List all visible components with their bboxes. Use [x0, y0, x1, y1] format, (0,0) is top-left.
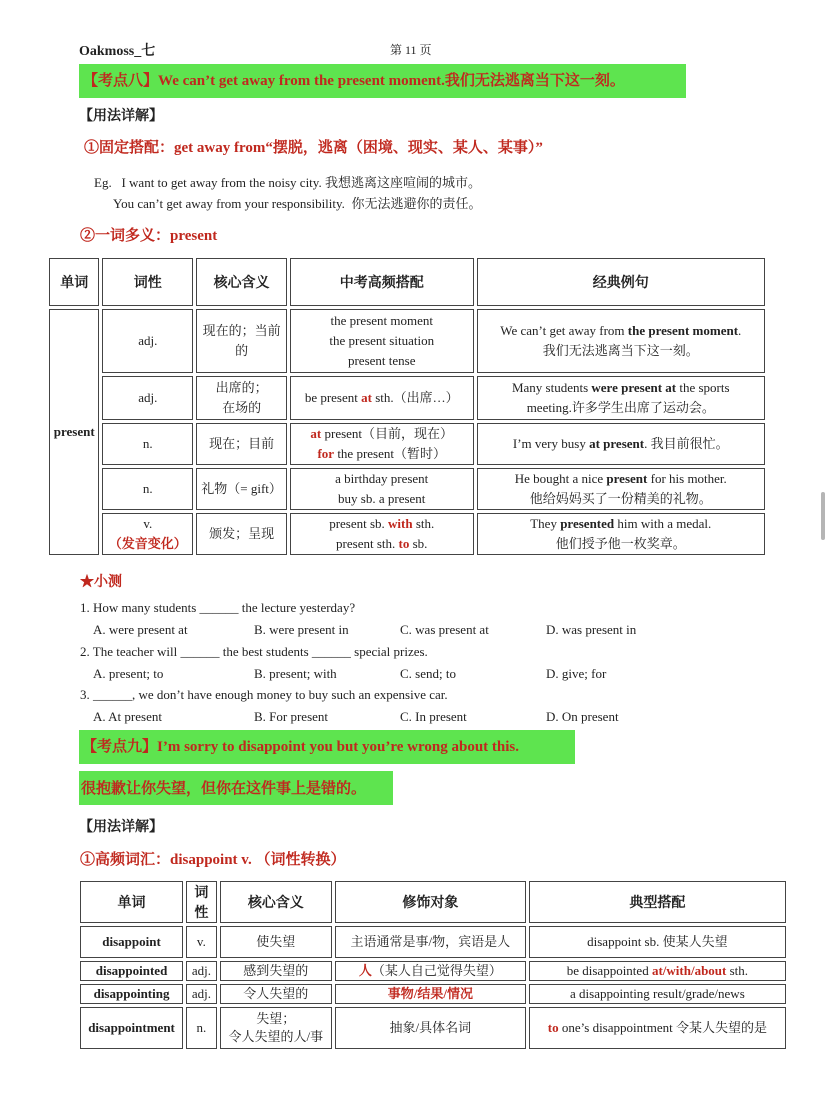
- table-row: [80, 926, 786, 958]
- quiz-question-3: 3. ______, we don’t have enough money to buy such an expensive car.: [80, 687, 448, 702]
- table-row: [49, 513, 765, 555]
- point8-banner: [79, 64, 686, 98]
- point9-banner: [79, 730, 575, 764]
- pos-cell: [102, 513, 193, 555]
- pos-cell: n.: [102, 468, 193, 510]
- point8-sentence: We can’t get away from the present moment.: [158, 73, 445, 89]
- example-en: [481, 378, 761, 398]
- example-en: [481, 321, 761, 341]
- collocation-line: [294, 514, 470, 534]
- meaning-cell: 礼物（= gift）: [196, 468, 287, 510]
- example-cell: [477, 468, 765, 510]
- example-cell: [477, 423, 765, 465]
- collocation-text: one’s disappointment 令某人失望的是: [558, 1020, 767, 1035]
- point8-item1-prefix: ①固定搭配：get away from: [84, 140, 266, 156]
- quiz-title: ★小测: [80, 575, 122, 590]
- example-1: [94, 172, 481, 191]
- example-text: the sports: [676, 380, 730, 395]
- quiz-option: C. send; to: [400, 666, 456, 681]
- eg-label: Eg.: [94, 175, 112, 190]
- meaning-cell: 令人失望的: [220, 984, 332, 1004]
- example-line2: meeting.许多学生出席了运动会。: [526, 400, 715, 415]
- word-cell: disappointing: [80, 984, 183, 1004]
- collocation-cell: [290, 376, 474, 420]
- point9-translation: 很抱歉让你失望，但你在这件事上是错的。: [81, 781, 367, 797]
- collocation-preposition: for: [317, 446, 335, 461]
- collocation-text: sth.: [412, 516, 435, 531]
- collocation-cell: [290, 423, 474, 465]
- quiz-option: B. present; with: [254, 666, 337, 681]
- example-keyword: were present at: [591, 380, 677, 395]
- example-cell: [477, 376, 765, 420]
- collocation-cell: [529, 1007, 786, 1049]
- table-row: [80, 984, 786, 1004]
- point8-usage-title: 【用法详解】: [79, 109, 163, 124]
- collocation-line: [294, 444, 470, 464]
- collocation-cell: [290, 468, 474, 510]
- target-cell: 主语通常是事/物，宾语是人: [335, 926, 526, 958]
- meaning-line: 令人失望的人/事: [228, 1029, 324, 1044]
- quiz-option: D. give; for: [546, 666, 607, 681]
- scrollbar-thumb[interactable]: [821, 492, 825, 540]
- quiz-option: D. was present in: [546, 622, 637, 637]
- example-1-en: I want to get away from the noisy city.: [121, 175, 322, 190]
- quiz-option: C. In present: [400, 709, 467, 724]
- quiz-option: B. were present in: [254, 622, 349, 637]
- collocation-line: the present moment: [330, 313, 433, 328]
- quiz-option: B. For present: [254, 709, 329, 724]
- quiz-option: A. present; to: [93, 666, 164, 681]
- collocation-preposition: at: [310, 426, 322, 441]
- quiz-option: C. was present at: [400, 622, 489, 637]
- quiz-question-2: 2. The teacher will ______ the best students ______ special prizes.: [80, 644, 428, 659]
- quiz-option: D. On present: [546, 709, 619, 724]
- quiz-question-1: 1. How many students ______ the lecture yesterday?: [80, 600, 356, 615]
- word-cell: present: [49, 309, 99, 555]
- example-text: him with a medal.: [614, 516, 712, 531]
- example-text: He bought a nice: [514, 471, 607, 486]
- example-zh: 他给妈妈买了一份精美的礼物。: [529, 491, 712, 506]
- example-zh: 他们授予他一枚奖章。: [555, 536, 686, 551]
- point8-item1-meaning: “摆脱，逃离（困境、现实、某人、某事）”: [265, 140, 543, 156]
- word-cell: disappointment: [80, 1007, 183, 1049]
- col-header-collocation: 中考高频搭配: [290, 258, 474, 306]
- example-zh: 我们无法逃离当下这一刻。: [542, 343, 699, 358]
- table-header-row: [49, 258, 765, 306]
- col-header-word: 单词: [80, 881, 183, 923]
- table-row: [49, 376, 765, 420]
- meaning-cell: [196, 376, 287, 420]
- example-keyword: the present moment: [627, 323, 739, 338]
- target-cell: 抽象/具体名词: [335, 1007, 526, 1049]
- meaning-cell: 现在的；当前的: [196, 309, 287, 373]
- col-header-target: 修饰对象: [335, 881, 526, 923]
- meaning-cell: 使失望: [220, 926, 332, 958]
- col-header-pos: 词性: [186, 881, 217, 923]
- collocation-preposition: to: [547, 1020, 559, 1035]
- collocation-line: the present situation: [329, 333, 435, 348]
- collocation-cell: [529, 961, 786, 981]
- example-text: . 我目前很忙。: [644, 436, 729, 451]
- example-keyword: at present: [589, 436, 645, 451]
- meaning-cell: 感到失望的: [220, 961, 332, 981]
- example-2: [113, 193, 481, 212]
- target-text: （某人自己觉得失望）: [371, 963, 502, 978]
- example-en: [481, 514, 761, 534]
- collocation-cell: [290, 309, 474, 373]
- table-row: [49, 309, 765, 373]
- pos-cell: adj.: [102, 376, 193, 420]
- collocation-preposition: with: [388, 516, 413, 531]
- meaning-cell: [220, 1007, 332, 1049]
- document-title: Oakmoss_七: [79, 44, 156, 59]
- quiz-option: A. were present at: [93, 622, 188, 637]
- col-header-meaning: 核心含义: [196, 258, 287, 306]
- meaning-cell: 现在；目前: [196, 423, 287, 465]
- collocation-line: [294, 534, 470, 554]
- pos-cell: n.: [102, 423, 193, 465]
- quiz-option: A. At present: [93, 709, 162, 724]
- example-en: [481, 469, 761, 489]
- present-table: [46, 255, 768, 558]
- example-1-zh: 我想逃离这座喧闹的城市。: [324, 175, 481, 190]
- pos-note: （发音变化）: [108, 536, 187, 551]
- pos-cell: adj.: [186, 961, 217, 981]
- example-text: for his mother.: [647, 471, 727, 486]
- collocation-line: a birthday present: [335, 471, 429, 486]
- table-row: [80, 1007, 786, 1049]
- target-highlight: 事物/结果/情况: [387, 986, 473, 1001]
- target-highlight: 人: [358, 963, 372, 978]
- point8-item2: ②一词多义：present: [80, 228, 218, 244]
- collocation-preposition: at: [361, 390, 372, 405]
- example-text: We can’t get away from: [500, 323, 628, 338]
- col-header-meaning: 核心含义: [220, 881, 332, 923]
- collocation-line: buy sb. a present: [338, 491, 426, 506]
- meaning-cell: 颁发；呈现: [196, 513, 287, 555]
- point9-usage-title: 【用法详解】: [79, 820, 163, 835]
- collocation-text: sth.（出席…）: [371, 390, 459, 405]
- example-keyword: present: [606, 471, 648, 486]
- example-text: I’m very busy: [512, 436, 590, 451]
- col-header-example: 经典例句: [477, 258, 765, 306]
- example-text: Many students: [511, 380, 592, 395]
- collocation-text: present sb.: [329, 516, 389, 531]
- target-cell: [335, 984, 526, 1004]
- collocation-line: present tense: [347, 353, 416, 368]
- page-number: 第 11 页: [390, 43, 432, 57]
- pos-text: v.: [143, 516, 153, 531]
- collocation-text: sth.: [726, 963, 749, 978]
- example-2-zh: 你无法逃避你的责任。: [351, 196, 482, 211]
- col-header-pos: 词性: [102, 258, 193, 306]
- pos-cell: adj.: [186, 984, 217, 1004]
- point8-item1: [84, 136, 543, 157]
- table-row: [49, 423, 765, 465]
- table-row: [80, 961, 786, 981]
- target-cell: [335, 961, 526, 981]
- point9-sentence: I’m sorry to disappoint you but you’re wrong about this.: [157, 739, 520, 755]
- collocation-preposition: to: [398, 536, 410, 551]
- collocation-text: sb.: [409, 536, 428, 551]
- example-keyword: presented: [560, 516, 615, 531]
- collocation-cell: [290, 513, 474, 555]
- pos-cell: n.: [186, 1007, 217, 1049]
- meaning-line: 失望；: [256, 1011, 296, 1026]
- collocation-preposition: at/with/about: [651, 963, 727, 978]
- example-cell: [477, 513, 765, 555]
- col-header-collocation: 典型搭配: [529, 881, 786, 923]
- table-header-row: [80, 881, 786, 923]
- collocation-cell: disappoint sb. 使某人失望: [529, 926, 786, 958]
- example-cell: [477, 309, 765, 373]
- table-row: [49, 468, 765, 510]
- pos-cell: v.: [186, 926, 217, 958]
- collocation-text: the present（暂时）: [334, 446, 446, 461]
- point9-tag: 【考点九】: [82, 739, 158, 755]
- collocation-text: be disappointed: [566, 963, 652, 978]
- point8-translation: 我们无法逃离当下这一刻。: [444, 73, 625, 89]
- point8-tag: 【考点八】: [83, 73, 159, 89]
- collocation-cell: a disappointing result/grade/news: [529, 984, 786, 1004]
- meaning-line: 在场的: [222, 400, 262, 415]
- meaning-line: 出席的；: [215, 380, 268, 395]
- col-header-word: 单词: [49, 258, 99, 306]
- point9-translation-banner: [79, 771, 393, 805]
- collocation-text: be present: [304, 390, 362, 405]
- collocation-line: [294, 424, 470, 444]
- point9-item1: ①高频词汇：disappoint v. （词性转换）: [80, 852, 346, 868]
- word-cell: disappoint: [80, 926, 183, 958]
- disappoint-table: [77, 878, 789, 1052]
- example-text: They: [530, 516, 561, 531]
- pos-cell: adj.: [102, 309, 193, 373]
- word-cell: disappointed: [80, 961, 183, 981]
- collocation-text: present（目前，现在）: [321, 426, 454, 441]
- example-text: .: [738, 323, 742, 338]
- example-2-en: You can’t get away from your responsibility.: [113, 196, 345, 211]
- collocation-text: present sth.: [336, 536, 399, 551]
